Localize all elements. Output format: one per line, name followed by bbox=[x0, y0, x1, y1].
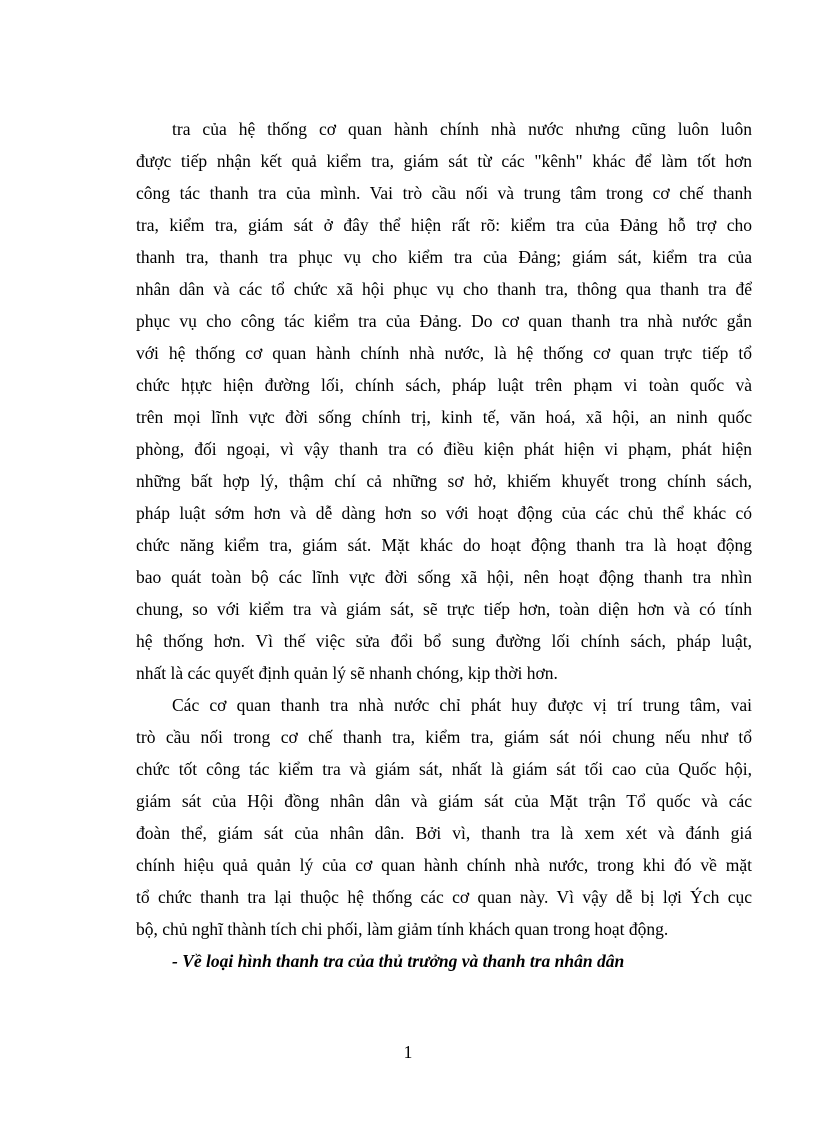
paragraph-line: chính hiệu quả quản lý của cơ quan hành chính nhà nước, trong khi đó về mặt bbox=[136, 855, 752, 875]
paragraph-line: chức năng kiểm tra, giám sát. Mặt khác do hoạt động thanh tra là hoạt động bbox=[136, 535, 752, 555]
paragraph-2 bbox=[136, 689, 752, 945]
paragraph-line: đoàn thể, giám sát của nhân dân. Bởi vì, thanh tra là xem xét và đánh giá bbox=[136, 823, 752, 843]
paragraph-line: chung, so với kiểm tra và giám sát, sẽ trực tiếp hơn, toàn diện hơn và có tính bbox=[136, 599, 752, 619]
paragraph-line: phục vụ cho công tác kiểm tra của Đảng. Do cơ quan thanh tra nhà nước gắn bbox=[136, 311, 752, 331]
paragraph-line: Các cơ quan thanh tra nhà nước chỉ phát huy được vị trí trung tâm, vai bbox=[172, 695, 752, 715]
paragraph-line: được tiếp nhận kết quả kiểm tra, giám sát từ các "kênh" khác để làm tốt hơn bbox=[136, 151, 752, 171]
paragraph-line: pháp luật sớm hơn và dễ dàng hơn so với hoạt động của các chủ thể khác có bbox=[136, 503, 752, 523]
page-number: 1 bbox=[403, 1042, 413, 1062]
paragraph-line: công tác thanh tra của mình. Vai trò cầu nối và trung tâm trong cơ chế thanh bbox=[136, 183, 752, 203]
paragraph-line: với hệ thống cơ quan hành chính nhà nước, là hệ thống cơ quan trực tiếp tổ bbox=[136, 343, 752, 363]
paragraph-line: nhân dân và các tổ chức xã hội phục vụ cho thanh tra, thông qua thanh tra để bbox=[136, 279, 752, 299]
paragraph-line: bộ, chủ nghĩ thành tích chi phối, làm giảm tính khách quan trong hoạt động. bbox=[136, 919, 669, 939]
paragraph-1 bbox=[136, 113, 752, 689]
paragraph-line: tra của hệ thống cơ quan hành chính nhà nước nhưng cũng luôn luôn bbox=[172, 119, 752, 139]
paragraph-line: hệ thống hơn. Vì thế việc sửa đổi bổ sung đường lối chính sách, pháp luật, bbox=[136, 631, 752, 651]
paragraph-line: nhất là các quyết định quản lý sẽ nhanh chóng, kịp thời hơn. bbox=[136, 663, 558, 683]
paragraph-line: chức tốt công tác kiểm tra và giám sát, nhất là giám sát tối cao của Quốc hội, bbox=[136, 759, 752, 779]
paragraph-line: tổ chức thanh tra lại thuộc hệ thống các cơ quan này. Vì vậy dễ bị lợi Ých cục bbox=[136, 887, 752, 907]
paragraph-line: tra, kiểm tra, giám sát ở đây thể hiện rất rõ: kiểm tra của Đảng hỗ trợ cho bbox=[136, 215, 752, 235]
paragraph-line: bao quát toàn bộ các lĩnh vực đời sống xã hội, nên hoạt động thanh tra nhìn bbox=[136, 567, 752, 587]
paragraph-line: những bất hợp lý, thậm chí cả những sơ hở, khiếm khuyết trong chính sách, bbox=[136, 471, 752, 491]
paragraph-line: thanh tra, thanh tra phục vụ cho kiểm tra của Đảng; giám sát, kiểm tra của bbox=[136, 247, 752, 267]
section-heading: - Về loại hình thanh tra của thủ trưởng và thanh tra nhân dân bbox=[172, 951, 625, 971]
paragraph-line: chức hțực hiện đường lối, chính sách, pháp luật trên phạm vi toàn quốc và bbox=[136, 375, 752, 395]
paragraph-line: phòng, đối ngoại, vì vậy thanh tra có điều kiện phát hiện vi phạm, phát hiện bbox=[136, 439, 752, 459]
paragraph-line: trò cầu nối trong cơ chế thanh tra, kiểm tra, giám sát nói chung nếu như tổ bbox=[136, 727, 752, 747]
paragraph-line: trên mọi lĩnh vực đời sống chính trị, kinh tế, văn hoá, xã hội, an ninh quốc bbox=[136, 407, 752, 427]
paragraph-line: giám sát của Hội đồng nhân dân và giám sát của Mặt trận Tổ quốc và các bbox=[136, 791, 752, 811]
document-page bbox=[136, 113, 752, 977]
